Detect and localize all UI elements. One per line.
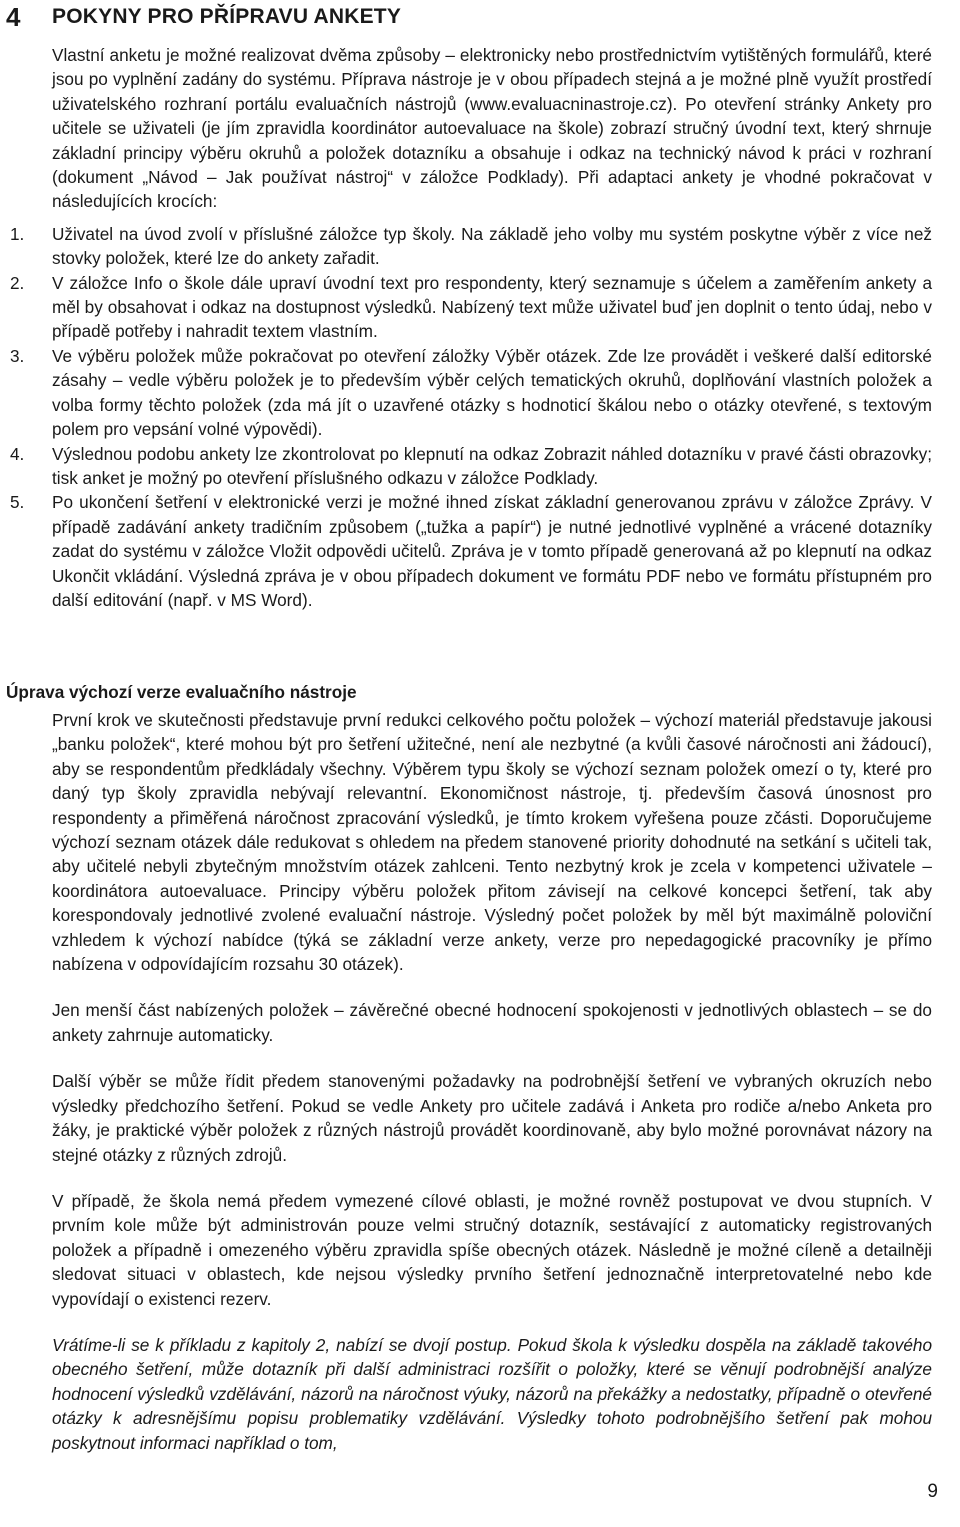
section-heading: Úprava výchozí verze evaluačního nástroje (6, 682, 357, 702)
page-number: 9 (927, 1481, 938, 1502)
step-text: Uživatel na úvod zvolí v příslušné záložce typ školy. Na základě jeho volby mu systém poskytne výběr z více než stovky položek, které lze do ankety zařadit. (52, 223, 932, 269)
step-text: V záložce Info o škole dále upraví úvodní text pro respondenty, který seznamuje s účelem a zaměřením ankety a měl by obsahovat i odkaz na dostupnost výsledků. Nabízený text může uživatel buď jen doplnit o tento údaj, nebo v případě potřeby i nahradit textem vlastním. (52, 272, 932, 342)
step-number: 5. (10, 492, 25, 513)
chapter-title: POKYNY PRO PŘÍPRAVU ANKETY (52, 5, 402, 28)
step-text: Ve výběru položek může pokračovat po otevření záložky Výběr otázek. Zde lze provádět i veškeré další editorské zásahy – vedle výběru položek je to především výběr celých tematických okruhů, doplňování vlastních položek a volba formy těchto položek (zda má jít o uzavřené otázky s hodnoticí škálou nebo o otázky otevřené, s textovým polem pro vepsání volné výpovědi). (52, 345, 932, 440)
intro-section (10, 43, 932, 612)
step-number: 2. (10, 272, 25, 293)
step-item (10, 222, 932, 271)
section-body (52, 708, 932, 1455)
body-paragraph: V případě, že škola nemá předem vymezené cílové oblasti, je možné rovněž postupovat ve dvou stupních. V prvním kole může být administrován pouze velmi stručný dotazník, sestávající z automaticky registrovaných položek a případně i omezeného výběru zpravidla spíše obecných otázek. Následně je možné cíleně a detailněji sledovat situaci v oblastech, kde nejsou výsledky prvního šetření jednoznačně interpretovatelné nebo kde vypovídají o existenci rezerv. (52, 1190, 932, 1309)
step-item (10, 490, 932, 612)
chapter-number: 4 (6, 2, 21, 32)
steps-list (10, 222, 932, 613)
step-text: Po ukončení šetření v elektronické verzi je možné ihned získat základní generovanou zprávu v záložce Zprávy. V případě zadávání ankety tradičním způsobem („tužka a papír“) je nutné jednotlivé vyplněné a vrácené dotazníky zadat do systému v záložce Vložit odpovědi učitelů. Zpráva je v tomto případě generovaná až po klepnutí na odkaz Ukončit vkládání. Výsledná zpráva je v obou případech dokument ve formátu PDF nebo ve formátu přístupném pro další editování (např. v MS Word). (52, 492, 932, 610)
body-paragraph: Další výběr se může řídit předem stanovenými požadavky na podrobnější šetření ve vybraných okruzích nebo výsledky předchozího šetření. Pokud se vedle Ankety pro učitele zadává i Anketa pro rodiče a/nebo Anketa pro žáky, je praktické výběr položek z různých nástrojů provádět koordinovaně, aby bylo možné porovnávat názory na stejné otázky z různých zdrojů. (52, 1071, 932, 1165)
body-paragraph: První krok ve skutečnosti představuje první redukci celkového počtu položek – výchozí materiál představuje jakousi „banku položek“, které mohou být pro šetření užitečné, není ale nezbytné (a kvůli časové náročnosti ani žádoucí), aby se respondentům předkládaly všechny. Výběrem typu školy se výchozí seznam položek omezí o ty, které pro daný typ školy zpravidla nebývají relevantní. Ekonomičnost nástroje, tj. především časová únosnost pro respondenty a přiměřená náročnost zpracování výsledků, je tímto krokem vyřešena pouze zčásti. Doporučujeme výchozí seznam otázek dále redukovat s ohledem na předem stanovené priority dohodnuté na setkání s učiteli tak, aby učitelé nebyli zbytečným množstvím otázek zahlceni. Tento nezbytný krok je zcela v kompetenci uživatele – koordinátora autoevaluace. Principy výběru položek přitom závisejí na celkové koncepci šetření, tak aby korespondovaly jednotlivé zvolené evaluační nástroje. Výsledný počet položek by měl být maximálně poloviční vzhledem k výchozí nabídce (týká se základní verze ankety, verze pro nepedagogické pracovníky je přímo nabízena v odpovídajícím rozsahu 30 otázek). (52, 710, 932, 975)
step-number: 1. (10, 223, 25, 244)
intro-paragraph: Vlastní anketu je možné realizovat dvěma způsoby – elektronicky nebo prostřednictvím vytištěných formulářů, které jsou po vyplnění zadány do systému. Příprava nástroje je v obou případech stejná a je možné plně využít prostředí uživatelského rozhraní portálu evaluačních nástrojů (www.evaluacninastroje.cz). Po otevření stránky Ankety pro učitele se uživateli (je jím zpravidla koordinátor autoevaluace na škole) zobrazí stručný úvodní text, který shrnuje základní principy výběru okruhů a položek dotazníku a obsahuje i odkaz na technický návod k práci v rozhraní (dokument „Návod – Jak používat nástroj“ v záložce Podklady). Při adaptaci ankety je vhodné pokračovat v následujících krocích: (52, 45, 932, 212)
step-item (10, 271, 932, 344)
step-item (10, 344, 932, 442)
step-text: Výslednou podobu ankety lze zkontrolovat po klepnutí na odkaz Zobrazit náhled dotazníku v pravé části obrazovky; tisk anket je možný po otevření příslušného odkazu v záložce Podklady. (52, 443, 932, 488)
body-paragraph: Jen menší část nabízených položek – závěrečné obecné hodnocení spokojenosti v jednotlivých oblastech – se do ankety zahrnuje automaticky. (52, 1000, 932, 1045)
example-paragraph: Vrátíme-li se k příkladu z kapitoly 2, nabízí se dvojí postup. Pokud škola k výsledku dospěla na základě takového obecného šetření, může dotazník při další administraci rozšířit o položky, které se věnují podrobnější analýze hodnocení výsledků vzdělávání, názorů na náročnost výuky, názorů na překážky a nedostatky, případně o otevřené otázky k adresnějšímu popisu problematiky vzdělávání. Výsledky tohoto podrobnějšího šetření pak mohou poskytnout informaci například o tom, (52, 1334, 932, 1453)
step-number: 3. (10, 345, 25, 366)
step-number: 4. (10, 443, 25, 464)
step-item (10, 442, 932, 491)
